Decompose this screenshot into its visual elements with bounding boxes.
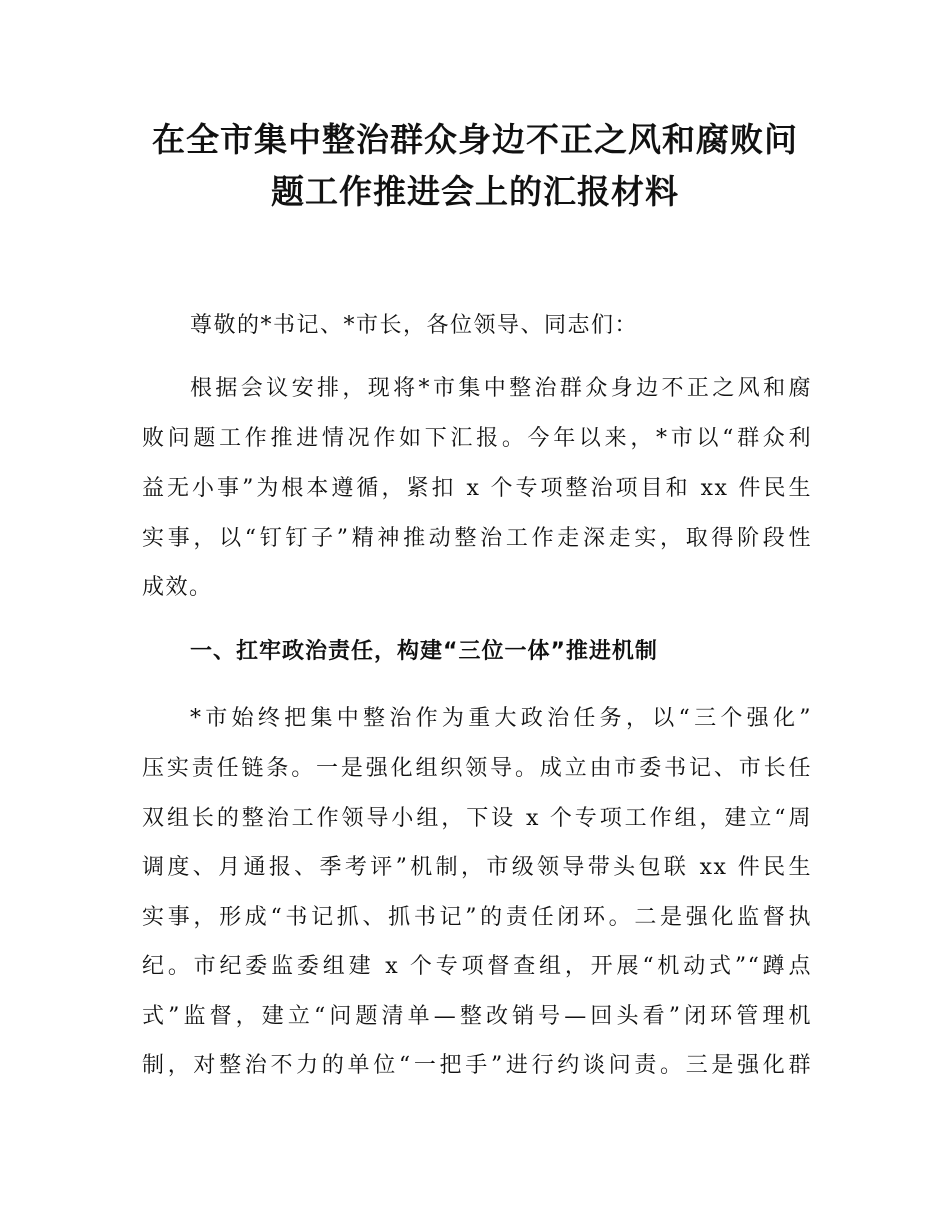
section-1-line-6: 纪。市纪委监委组建 x 个专项督查组，开展“机动式”“蹲点 — [142, 954, 812, 979]
intro-line-4: 实事，以“钉钉子”精神推动整治工作走深走实，取得阶段性 — [142, 526, 812, 551]
section-1-line-4: 调度、月通报、季考评”机制，市级领导带头包联 xx 件民生 — [142, 855, 812, 880]
section-1-heading: 一、扛牢政治责任，构建“三位一体”推进机制 — [190, 639, 658, 664]
intro-line-3: 益无小事”为根本遵循，紧扣 x 个专项整治项目和 xx 件民生 — [142, 476, 812, 501]
section-1-line-3: 双组长的整治工作领导小组，下设 x 个专项工作组，建立“周 — [142, 806, 812, 831]
section-1-line-2: 压实责任链条。一是强化组织领导。成立由市委书记、市长任 — [142, 756, 812, 781]
section-1-line-8: 制，对整治不力的单位“一把手”进行约谈问责。三是强化群 — [142, 1053, 812, 1078]
document-title-line-2: 题工作推进会上的汇报材料 — [271, 172, 679, 211]
section-1-line-1: *市始终把集中整治作为重大政治任务，以“三个强化” — [190, 706, 812, 731]
intro-line-5: 成效。 — [142, 575, 213, 600]
intro-line-2: 败问题工作推进情况作如下汇报。今年以来，*市以“群众利 — [142, 426, 812, 451]
section-1-line-7: 式”监督，建立“问题清单—整改销号—回头看”闭环管理机 — [142, 1004, 812, 1029]
intro-line-1: 根据会议安排，现将*市集中整治群众身边不正之风和腐 — [190, 376, 812, 401]
document-title-line-1: 在全市集中整治群众身边不正之风和腐败问 — [152, 120, 798, 159]
salutation: 尊敬的*书记、*市长，各位领导、同志们： — [190, 313, 639, 338]
section-1-line-5: 实事，形成“书记抓、抓书记”的责任闭环。二是强化监督执 — [142, 905, 812, 930]
